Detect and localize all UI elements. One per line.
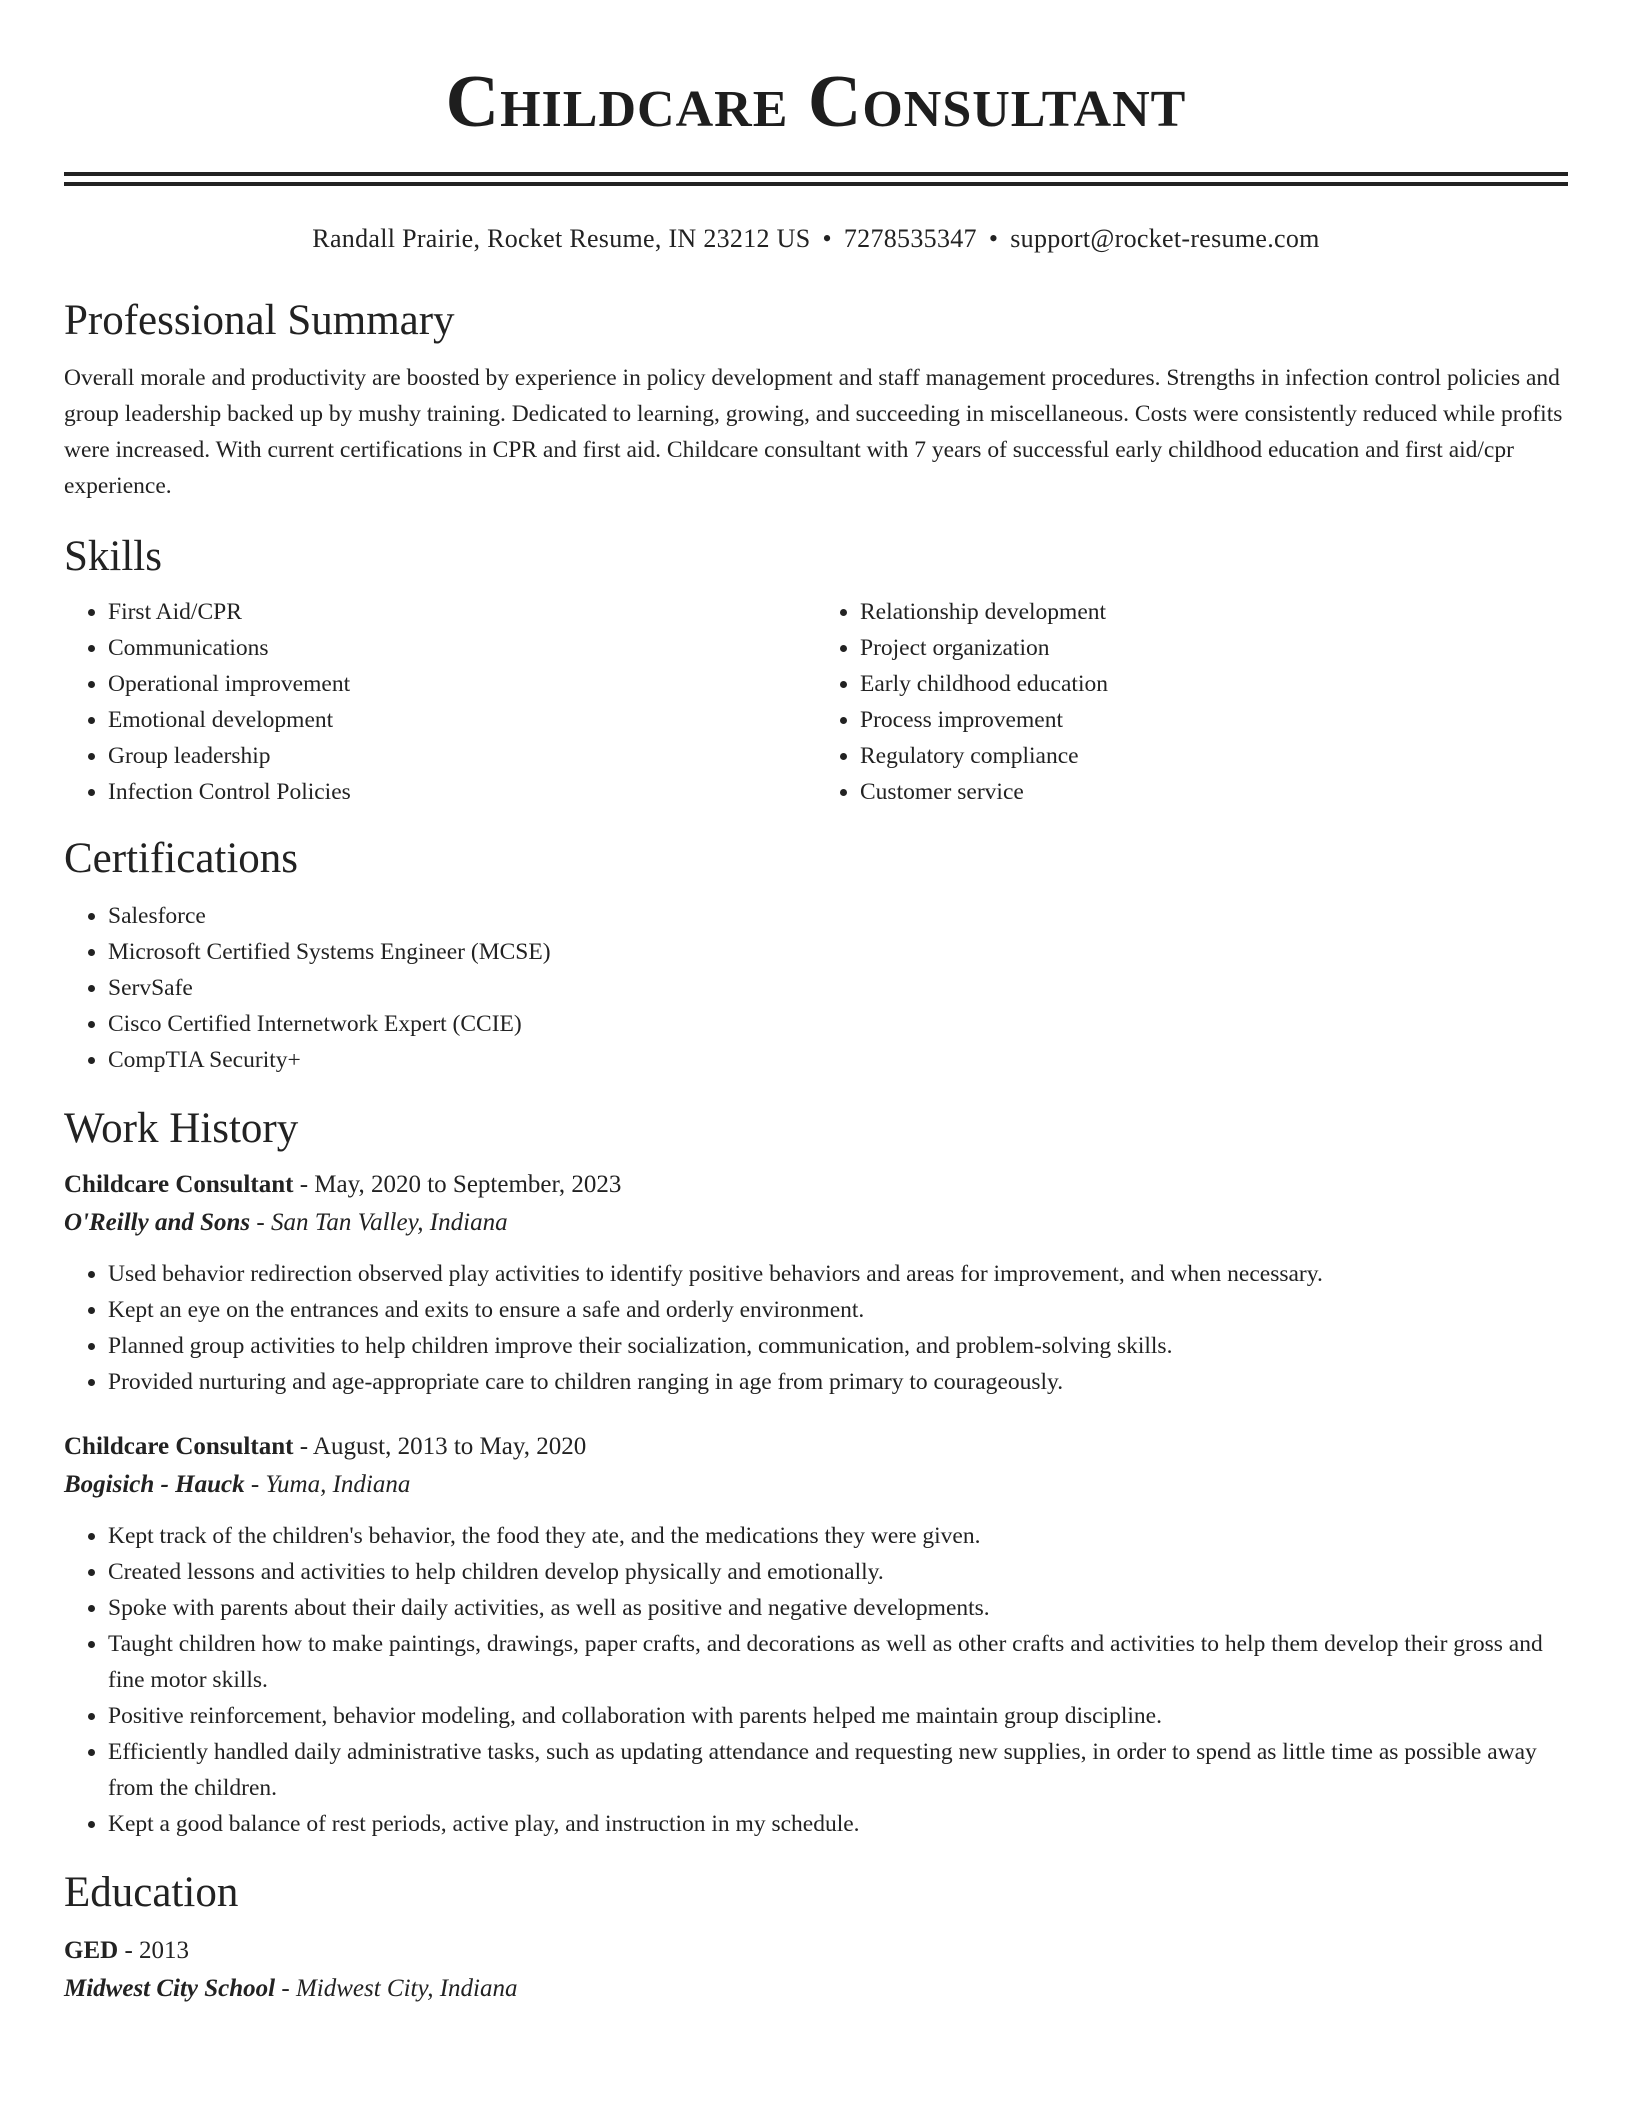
skills-list [64,594,1568,810]
header-divider-bottom [64,182,1568,186]
skill-item: • Regulatory compliance [860,738,1568,774]
job-title-line [64,1428,1568,1466]
job-bullet: • Taught children how to make paintings, drawings, paper crafts, and decorations as well as other crafts and activities to help them develop their gross and fine motor skills. [108,1626,1568,1698]
job-bullet: • Kept a good balance of rest periods, active play, and instruction in my schedule. [108,1806,1568,1842]
job-bullet: • Used behavior redirection observed play activities to identify positive behaviors and areas for improvement, and when necessary. [108,1256,1568,1292]
job-title-line [64,1166,1568,1204]
job-company-line [64,1204,1568,1242]
education-entry [64,1932,1568,2008]
job-bullet: • Efficiently handled daily administrative tasks, such as updating attendance and requesting new supplies, in order to spend as little time as possible away from the children. [108,1734,1568,1806]
job-bullet: • Positive reinforcement, behavior modeling, and collaboration with parents helped me maintain group discipline. [108,1698,1568,1734]
skills-heading: Skills [64,533,162,580]
skill-item: • Operational improvement [108,666,816,702]
resume-title: Childcare Consultant [445,61,1187,143]
school-location: - Midwest City, Indiana [275,1975,518,2002]
degree: GED [64,1937,119,1964]
contact-address: Randall Prairie, Rocket Resume, IN 23212 US [312,224,811,253]
job-bullet: • Created lessons and activities to help children develop physically and emotionally. [108,1554,1568,1590]
skill-item: • Relationship development [860,594,1568,630]
graduation-year: - 2013 [118,1937,190,1964]
skill-item: • Infection Control Policies [108,774,816,810]
skill-item: • Process improvement [860,702,1568,738]
certifications-heading: Certifications [64,835,299,882]
resume-page [64,0,1568,2008]
skill-item: • First Aid/CPR [108,594,816,630]
job-dates: - August, 2013 to May, 2020 [293,1433,587,1460]
job-title: Childcare Consultant [64,1171,294,1198]
job-dates: - May, 2020 to September, 2023 [293,1171,622,1198]
degree-line [64,1932,1568,1970]
skill-item: • Project organization [860,630,1568,666]
job-bullet-list [64,1256,1568,1400]
job-title: Childcare Consultant [64,1433,294,1460]
skills-column-left [64,594,816,810]
certification-item: • Microsoft Certified Systems Engineer (MCSE) [108,934,1568,970]
contact-separator: • [822,224,832,253]
skill-item: • Emotional development [108,702,816,738]
certifications-list [64,898,1568,1078]
contact-email: support@rocket-resume.com [1010,224,1320,253]
summary-text: Overall morale and productivity are boosted by experience in policy development and staff management procedures. Strengths in infection control policies and group leadership backed up by mushy training. Dedicated to learning, growing, and succeeding in miscellaneous. Costs were consistently reduced while profits were increased. With current certifications in CPR and first aid. Childcare consultant with 7 years of successful early childhood education and first aid/cpr experience. [64,365,1563,499]
job-bullet-list [64,1518,1568,1842]
contact-line [64,224,1568,254]
contact-separator: • [988,224,999,253]
skill-item: • Early childhood education [860,666,1568,702]
certification-item: • ServSafe [108,970,1568,1006]
school-name: Midwest City School [64,1975,276,2002]
summary-heading: Professional Summary [64,297,455,344]
job-bullet: • Spoke with parents about their daily activities, as well as positive and negative developments. [108,1590,1568,1626]
job-entry [64,1166,1568,1400]
certification-item: • Cisco Certified Internetwork Expert (CCIE) [108,1006,1568,1042]
certification-item: • Salesforce [108,898,1568,934]
job-company-line [64,1466,1568,1504]
job-entry [64,1428,1568,1842]
job-bullet: • Kept an eye on the entrances and exits to ensure a safe and orderly environment. [108,1292,1568,1328]
job-company: O'Reilly and Sons [64,1209,251,1236]
job-location: - San Tan Valley, Indiana [250,1209,508,1236]
skill-item: • Customer service [860,774,1568,810]
school-line [64,1970,1568,2008]
header-divider-top [64,172,1568,176]
contact-phone: 7278535347 [843,224,977,253]
job-bullet: • Provided nurturing and age-appropriate care to children ranging in age from primary to courageously. [108,1364,1568,1400]
certification-item: • CompTIA Security+ [108,1042,1568,1078]
job-bullet: • Kept track of the children's behavior, the food they ate, and the medications they were given. [108,1518,1568,1554]
skills-column-right [816,594,1568,810]
education-heading: Education [64,1869,239,1916]
work-history-heading: Work History [64,1105,299,1152]
skill-item: • Communications [108,630,816,666]
job-bullet: • Planned group activities to help children improve their socialization, communication, and problem-solving skills. [108,1328,1568,1364]
job-company: Bogisich - Hauck [64,1471,245,1498]
job-location: - Yuma, Indiana [244,1471,411,1498]
skill-item: • Group leadership [108,738,816,774]
